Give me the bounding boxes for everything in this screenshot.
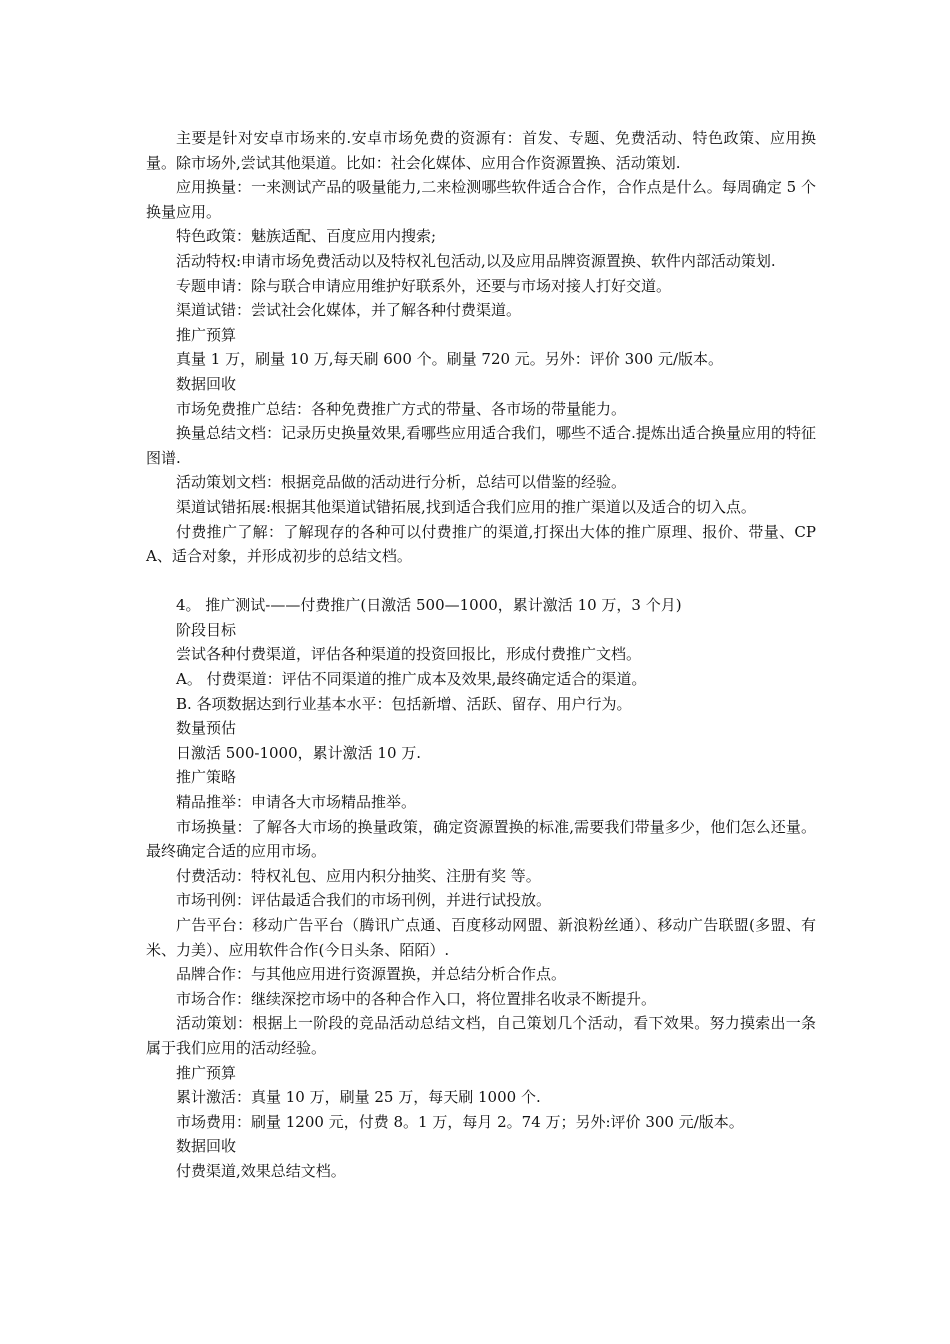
paragraph: 活动策划：根据上一阶段的竞品活动总结文档，自己策划几个活动，看下效果。努力摸索出一条属于我们应用的活动经验。 — [146, 1014, 816, 1057]
paragraph: 市场合作：继续深挖市场中的各种合作入口，将位置排名收录不断提升。 — [176, 989, 657, 1008]
section-heading: 4。 推广测试-——付费推广(日激活 500—1000，累计激活 10 万，3 个月) — [176, 596, 682, 615]
paragraph: 付费渠道,效果总结文档。 — [176, 1161, 346, 1180]
paragraph: B. 各项数据达到行业基本水平：包括新增、活跃、留存、用户行为。 — [176, 694, 632, 713]
paragraph: 市场费用：刷量 1200 元，付费 8。1 万，每月 2。74 万；另外:评价 300 元/版本。 — [176, 1112, 744, 1131]
heading-promo-budget: 推广预算 — [176, 325, 237, 344]
paragraph: 日激活 500-1000，累计激活 10 万. — [176, 743, 422, 762]
paragraph: 换量总结文档：记录历史换量效果,看哪些应用适合我们，哪些不适合.提炼出适合换量应用的特征图谱. — [146, 424, 816, 467]
heading-quantity-estimate: 数量预估 — [176, 719, 237, 738]
paragraph: 付费推广了解：了解现存的各种可以付费推广的渠道,打探出大体的推广原理、报价、带量、CPA、适合对象，并形成初步的总结文档。 — [146, 522, 816, 566]
paragraph: 尝试各种付费渠道，评估各种渠道的投资回报比，形成付费推广文档。 — [176, 645, 642, 664]
paragraph: 主要是针对安卓市场来的.安卓市场免费的资源有：首发、专题、免费活动、特色政策、应用换量。除市场外,尝试其他渠道。比如：社会化媒体、应用合作资源置换、活动策划. — [146, 129, 816, 172]
document-body — [146, 126, 816, 1184]
heading-promo-budget: 推广预算 — [176, 1063, 237, 1082]
paragraph: 广告平台：移动广告平台（腾讯广点通、百度移动网盟、新浪粉丝通）、移动广告联盟(多盟、有米、力美）、应用软件合作(今日头条、陌陌）. — [146, 916, 816, 959]
paragraph: 活动策划文档：根据竞品做的活动进行分析，总结可以借鉴的经验。 — [176, 473, 627, 492]
paragraph: 渠道试错：尝试社会化媒体，并了解各种付费渠道。 — [176, 301, 522, 320]
paragraph: 渠道试错拓展:根据其他渠道试错拓展,找到适合我们应用的推广渠道以及适合的切入点。 — [176, 497, 756, 516]
paragraph: A。 付费渠道：评估不同渠道的推广成本及效果,最终确定适合的渠道。 — [176, 670, 647, 689]
paragraph: 付费活动：特权礼包、应用内积分抽奖、注册有奖 等。 — [176, 866, 541, 885]
heading-data-recovery: 数据回收 — [176, 374, 237, 393]
blank-line — [146, 569, 816, 594]
heading-data-recovery: 数据回收 — [176, 1137, 237, 1156]
paragraph: 专题申请：除与联合申请应用维护好联系外，还要与市场对接人打好交道。 — [176, 276, 672, 295]
paragraph: 真量 1 万，刷量 10 万,每天刷 600 个。刷量 720 元。另外：评价 300 元/版本。 — [176, 350, 724, 369]
paragraph: 特色政策：魅族适配、百度应用内搜索; — [176, 227, 437, 246]
paragraph: 市场免费推广总结：各种免费推广方式的带量、各市场的带量能力。 — [176, 399, 627, 418]
paragraph: 市场换量：了解各大市场的换量政策，确定资源置换的标准,需要我们带量多少，他们怎么还量。最终确定合适的应用市场。 — [146, 817, 816, 861]
paragraph: 应用换量：一来测试产品的吸量能力,二来检测哪些软件适合合作，合作点是什么。每周确定 5 个换量应用。 — [146, 178, 816, 221]
paragraph: 活动特权:申请市场免费活动以及特权礼包活动,以及应用品牌资源置换、软件内部活动策划. — [176, 251, 776, 270]
paragraph: 精品推举：申请各大市场精品推举。 — [176, 793, 417, 812]
paragraph: 累计激活：真量 10 万，刷量 25 万，每天刷 1000 个. — [176, 1088, 541, 1107]
heading-promo-strategy: 推广策略 — [176, 768, 237, 787]
paragraph: 市场刊例：评估最适合我们的市场刊例，并进行试投放。 — [176, 891, 552, 910]
heading-stage-goal: 阶段目标 — [176, 620, 237, 639]
paragraph: 品牌合作：与其他应用进行资源置换，并总结分析合作点。 — [176, 965, 567, 984]
